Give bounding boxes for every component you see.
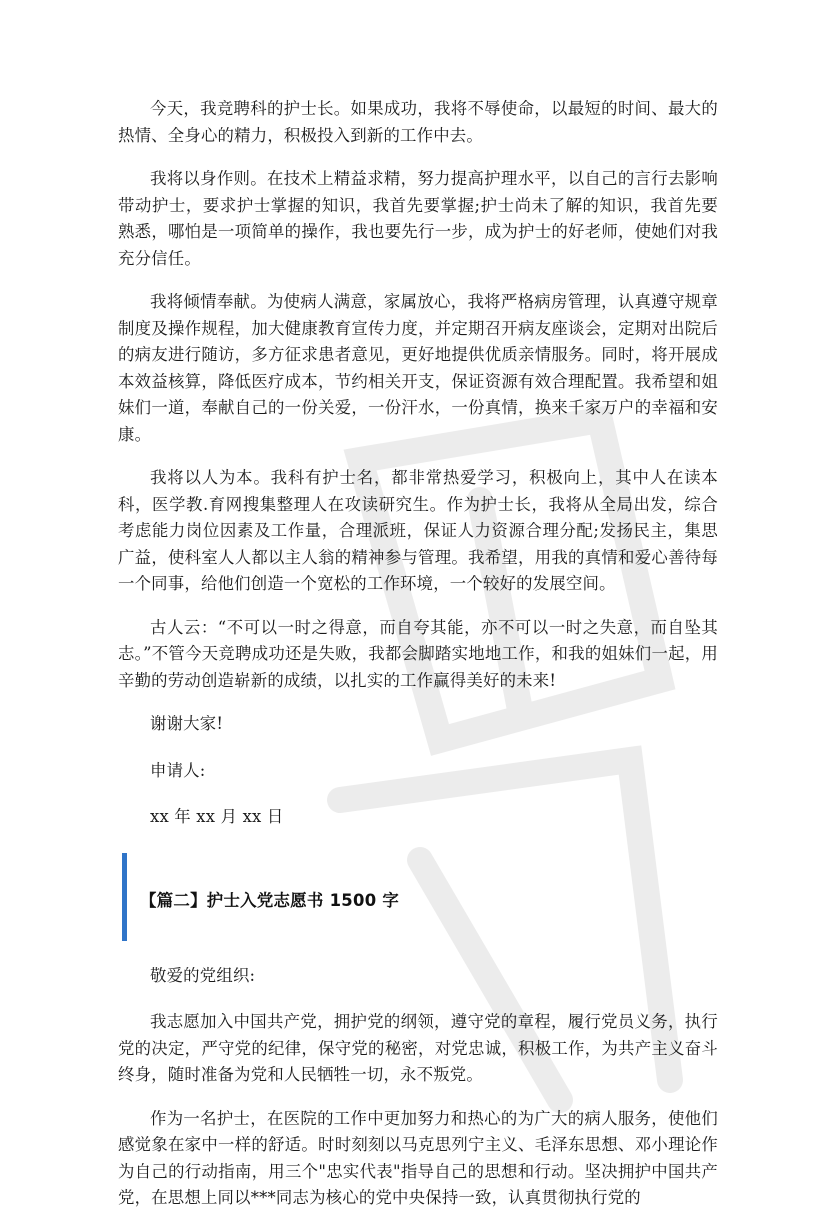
salutation-line: 敬爱的党组织: [150, 965, 256, 985]
paragraph: 我志愿加入中国共产党，拥护党的纲领，遵守党的章程，履行党员义务，执行党的决定，严守党的纪律，保守党的秘密，对党忠诚，积极工作，为共产主义奋斗终身，随时准备为党和人民牺牲一切，永不叛党。 [118, 1012, 718, 1084]
date-line: xx 年 xx 月 xx 日 [150, 807, 284, 826]
paragraph: 今天，我竞聘科的护士长。如果成功，我将不辱使命，以最短的时间、最大的热情、全身心的精力，积极投入到新的工作中去。 [118, 99, 718, 145]
heading-accent-bar [122, 853, 127, 941]
section-heading: 【篇二】护士入党志愿书 1500 字 [140, 890, 400, 910]
paragraph: 我将以人为本。我科有护士名，都非常热爱学习，积极向上，其中人在读本科，医学教.育网搜集整理人在攻读研究生。作为护士长，我将从全局出发，综合考虑能力岗位因素及工作量，合理派班，保证人力资源合理分配;发扬民主，集思广益，使科室人人都以主人翁的精神参与管理。我希望，用我的真情和爱心善待每一个同事，给他们创造一个宽松的工作环境，一个较好的发展空间。 [118, 468, 718, 593]
paragraph: 作为一名护士，在医院的工作中更加努力和热心的为广大的病人服务，使他们感觉象在家中一样的舒适。时时刻刻以马克思列宁主义、毛泽东思想、邓小理论作为自己的行动指南，用三个"忠实代表"指导自己的思想和行动。坚决拥护中国共产党，在思想上同以***同志为核心的党中央保持一致，认真贯彻执行党的 [118, 1108, 718, 1207]
paragraph: 我将倾情奉献。为使病人满意，家属放心，我将严格病房管理，认真遵守规章制度及操作规程，加大健康教育宣传力度，并定期召开病友座谈会，定期对出院后的病友进行随访，多方征求患者意见，更好地提供优质亲情服务。同时，将开展成本效益核算，降低医疗成本，节约相关开支，保证资源有效合理配置。我希望和姐妹们一道，奉献自己的一份关爱，一份汗水，一份真情，换来千家万户的幸福和安康。 [118, 292, 718, 444]
paragraph: 古人云：“不可以一时之得意，而自夸其能，亦不可以一时之失意，而自坠其志。”不管今天竞聘成功还是失败，我都会脚踏实地地工作，和我的姐妹们一起，用辛勤的劳动创造崭新的成绩，以扎实的工作赢得美好的未来! [118, 617, 718, 690]
paragraph: 我将以身作则。在技术上精益求精，努力提高护理水平，以自己的言行去影响带动护士，要求护士掌握的知识，我首先要掌握;护士尚未了解的知识，我首先要熟悉，哪怕是一项简单的操作，我也要先行一步，成为护士的好老师，使她们对我充分信任。 [118, 169, 718, 268]
thanks-line: 谢谢大家! [150, 714, 224, 733]
section-heading-block [0, 853, 718, 941]
document-body [118, 96, 718, 1229]
applicant-line: 申请人: [150, 760, 206, 780]
